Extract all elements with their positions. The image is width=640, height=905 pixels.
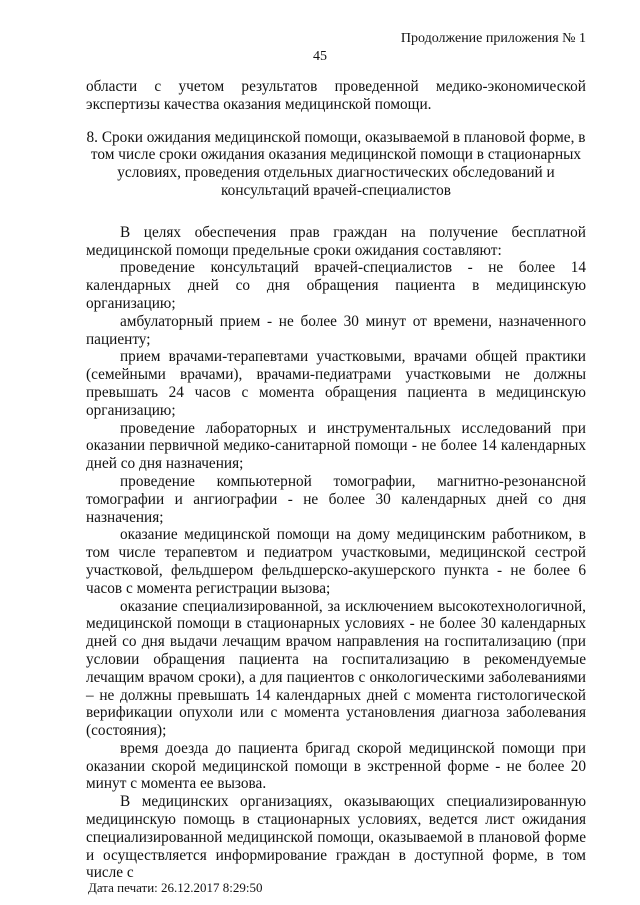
print-date: Дата печати: 26.12.2017 8:29:50 — [88, 880, 263, 895]
paragraph-specialized-care: оказание специализированной, за исключением высокотехнологичной, медицинской помощи в стационарных условиях - не более 30 календарных дней со дня выдачи лечащим врачом направления на госпитализацию (при условии обращения пациента на госпитализацию в рекомендуемые лечащим врачом сроки), а для пациентов с онкологическими заболеваниями – не должны превышать 14 календарных дней с момента гистологической верификации опухоли или с момента установления диагноза заболевания (состояния); — [86, 597, 586, 740]
paragraph-therapist-reception: прием врачами-терапевтами участковыми, врачами общей практики (семейными врачами), врачами-педиатрами участковыми не должны превышать 24 часов с момента обращения пациента в медицинскую организацию; — [86, 348, 586, 419]
paragraph-ct-mri: проведение компьютерной томографии, магнитно-резонансной томографии и ангиографии - не более 30 календарных дней со дня назначения; — [86, 472, 586, 526]
paragraph-lab-studies: проведение лабораторных и инструментальных исследований при оказании первичной медико-санитарной помощи - не более 14 календарных дней со дня назначения; — [86, 419, 586, 473]
document-body — [86, 78, 586, 882]
paragraph-home-care: оказание медицинской помощи на дому медицинским работником, в том числе терапевтом и педиатром участковыми, медицинской сестрой участковой, фельдшером фельдшерско-акушерского пункта - не более 6 часов с момента регистрации вызова; — [86, 526, 586, 597]
intro-paragraph: области с учетом результатов проведенной медико-экономической экспертизы качества оказания медицинской помощи. — [86, 78, 586, 113]
page-number: 45 — [313, 49, 327, 64]
paragraph-intro-limits: В целях обеспечения прав граждан на получение бесплатной медицинской помощи предельные сроки ожидания составляют: — [86, 223, 586, 259]
paragraph-specialist-consultations: проведение консультаций врачей-специалистов - не более 14 календарных дней со дня обращения пациента в медицинскую организацию; — [86, 259, 586, 312]
paragraph-ambulance-arrival: время доезда до пациента бригад скорой медицинской помощи при оказании скорой медицинской помощи в экстренной форме - не более 20 минут с момента ее вызова. — [86, 739, 586, 793]
appendix-continuation-note: Продолжение приложения № 1 — [400, 31, 586, 46]
section-title: 8. Сроки ожидания медицинской помощи, оказываемой в плановой форме, в том числе сроки ожидания оказания медицинской помощи в стационарных условиях, проведения отдельных диагностических обследований и консультаций врачей-специалистов — [86, 128, 586, 199]
paragraph-outpatient-reception: амбулаторный прием - не более 30 минут от времени, назначенного пациенту; — [86, 312, 586, 348]
paragraph-waiting-list: В медицинских организациях, оказывающих специализированную медицинскую помощь в стационарных условиях, ведется лист ожидания специализированной медицинской помощи, оказываемой в плановой форме и осуществляется информирование граждан в доступной форме, в том числе с — [86, 793, 586, 882]
